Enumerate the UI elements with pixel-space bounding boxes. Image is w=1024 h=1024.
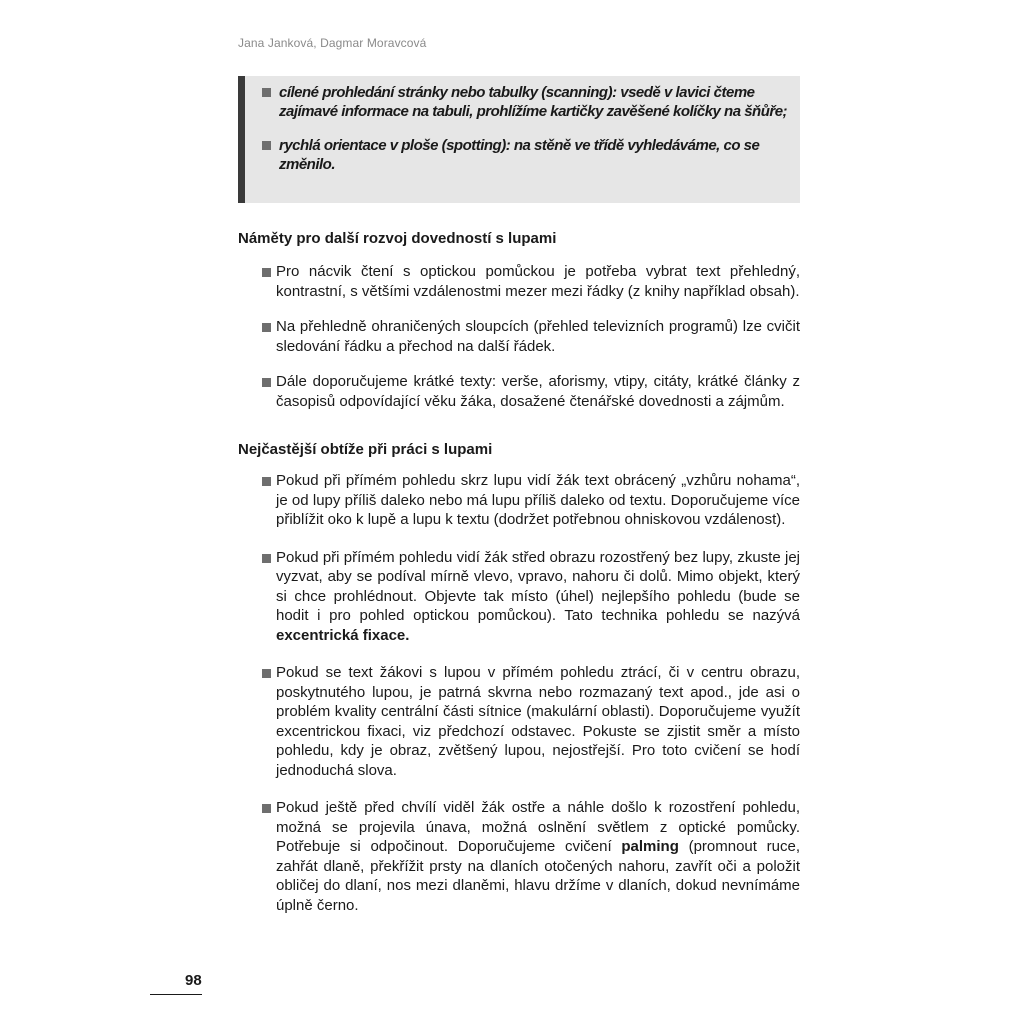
list-item-text: Pokud při přímém pohledu skrz lupu vidí žák text obrácený „vzhůru nohama“, je od lupy příliš daleko nebo má lupu příliš daleko od textu. Doporučujeme více přiblížit oko k lupě a lupu k textu (dodržet potřebnou ohniskovou vzdálenost). <box>276 472 800 528</box>
list-item-text: Pro nácvik čtení s optickou pomůckou je potřeba vybrat text přehledný, kontrastní, s většími vzdálenostmi mezer mezi řádky (z knihy například obsah). <box>276 263 800 300</box>
list-item-text: Pokud ještě před chvílí viděl žák ostře a náhle došlo k rozostření pohledu, možná se projevila únava, možná oslnění světlem z optické pomůcky. Potřebuje si odpočinout. Doporučujeme cvičení <box>276 799 800 855</box>
list-item <box>262 798 800 915</box>
square-bullet-icon <box>262 88 271 97</box>
square-bullet-icon <box>262 554 271 563</box>
list-item <box>262 262 800 301</box>
section-heading-tips: Náměty pro další rozvoj dovedností s lupami <box>238 230 557 247</box>
section-heading-problems: Nejčastější obtíže při práci s lupami <box>238 441 493 458</box>
running-head-authors: Jana Janková, Dagmar Moravcová <box>238 36 427 50</box>
callout-box <box>238 76 800 203</box>
page-number: 98 <box>185 972 202 989</box>
list-item-text: Pokud se text žákovi s lupou v přímém pohledu ztrácí, či v centru obrazu, poskytnutého lupou, je patrná skvrna nebo rozmazaný text apod., jde asi o problém kvality centrální části sítnice (makulární oblasti). Doporučujeme využít excentrickou fixaci, viz předchozí odstavec. Pokuste se zjistit směr a místo pohledu, kdy je obraz, zvětšený lupou, nejostřejší. Pro toto cvičení se hodí jednoduchá slova. <box>276 664 800 779</box>
square-bullet-icon <box>262 669 271 678</box>
callout-item-text: cílené prohledání stránky nebo tabulky (scanning): vsedě v lavici čteme zajímavé informace na tabuli, prohlížíme kartičky zavěšené kolíčky na šňůře; <box>279 84 788 120</box>
page-number-rule <box>150 994 202 995</box>
list-item-text: Na přehledně ohraničených sloupcích (přehled televizních programů) lze cvičit sledování řádku a přechod na další řádek. <box>276 318 800 355</box>
callout-item-text: rychlá orientace v ploše (spotting): na stěně ve třídě vyhledáváme, co se změnilo. <box>279 137 760 173</box>
bold-term-eccentric-fixation: excentrická fixace. <box>276 626 410 644</box>
list-item <box>262 471 800 530</box>
list-item <box>262 317 800 356</box>
list-item-text: Dále doporučujeme krátké texty: verše, aforismy, vtipy, citáty, krátké články z časopisů odpovídající věku žáka, dosažené čtenářské dovednosti a zájmům. <box>276 373 800 410</box>
square-bullet-icon <box>262 268 271 277</box>
callout-item <box>262 83 788 121</box>
square-bullet-icon <box>262 804 271 813</box>
list-item <box>262 663 800 780</box>
square-bullet-icon <box>262 141 271 150</box>
bold-term-palming: palming <box>621 838 679 855</box>
callout-item <box>262 136 788 174</box>
problems-list <box>262 471 800 915</box>
square-bullet-icon <box>262 477 271 486</box>
square-bullet-icon <box>262 323 271 332</box>
list-item <box>262 372 800 411</box>
tips-list <box>262 262 800 411</box>
list-item-text: Pokud při přímém pohledu vidí žák střed obrazu rozostřený bez lupy, zkuste jej vyzvat, aby se podíval mírně vlevo, vpravo, nahoru či dolů. Mimo objekt, který si chce prohlédnout. Objevte tak místo (úhel) nejlepšího pohledu (bude se hodit i pro pohled optickou pomůckou). Tato technika pohledu se nazývá <box>276 548 800 624</box>
list-item <box>262 548 800 646</box>
square-bullet-icon <box>262 378 271 387</box>
list-item-text: (promnout ruce, zahřát dlaně, překřížit prsty na dlaních otočených nahoru, zavřít oči a položit obličej do dlaní, nos mezi dlaněmi, hlavu držíme v dlaních, dokud nevnímáme úplně černo. <box>276 838 800 914</box>
